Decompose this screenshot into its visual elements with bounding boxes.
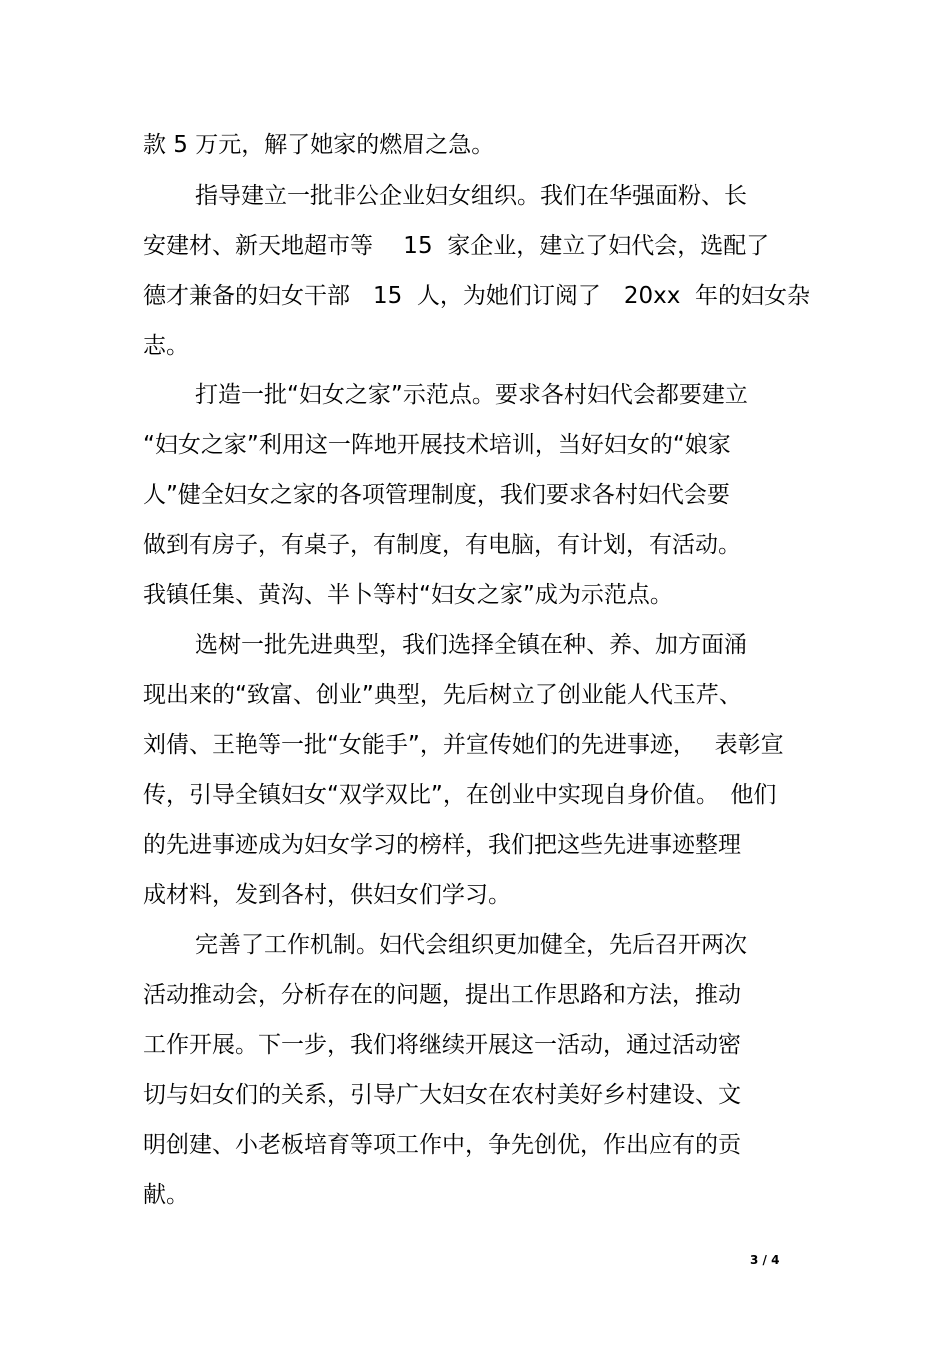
paragraph-start-line: 完善了工作机制。妇代会组织更加健全，先后召开两次 (195, 932, 747, 958)
body-line: 成材料，发到各村，供妇女们学习。 (143, 882, 511, 908)
body-line: 传，引导全镇妇女“双学双比”，在创业中实现自身价值。 他们 (143, 782, 777, 808)
body-line: “妇女之家”利用这一阵地开展技术培训，当好妇女的“娘家 (143, 432, 731, 458)
paragraph-start-line: 指导建立一批非公企业妇女组织。我们在华强面粉、长 (195, 183, 747, 209)
body-line: 工作开展。下一步，我们将继续开展这一活动，通过活动密 (143, 1032, 741, 1058)
body-line: 做到有房子，有桌子，有制度，有电脑，有计划，有活动。 (143, 532, 741, 558)
paragraph-start-line: 打造一批“妇女之家”示范点。要求各村妇代会都要建立 (195, 382, 748, 408)
body-line: 的先进事迹成为妇女学习的榜样，我们把这些先进事迹整理 (143, 832, 741, 858)
body-line: 志。 (143, 333, 189, 359)
page-number: 3 / 4 (750, 1253, 780, 1267)
body-line: 我镇任集、黄沟、半卜等村“妇女之家”成为示范点。 (143, 582, 673, 608)
body-line: 献。 (143, 1182, 189, 1208)
body-line: 现出来的“致富、创业”典型，先后树立了创业能人代玉芹、 (143, 682, 742, 708)
body-line: 安建材、新天地超市等 15 家企业，建立了妇代会，选配了 (143, 233, 770, 259)
paragraph-start-line: 选树一批先进典型，我们选择全镇在种、养、加方面涌 (195, 632, 747, 658)
body-line: 切与妇女们的关系，引导广大妇女在农村美好乡村建设、文 (143, 1082, 741, 1108)
body-line: 刘倩、王艳等一批“女能手”，并宣传她们的先进事迹， 表彰宣 (143, 732, 784, 758)
body-line: 德才兼备的妇女干部 15 人，为她们订阅了 20xx 年的妇女杂 (143, 283, 810, 309)
body-line: 款 5 万元，解了她家的燃眉之急。 (143, 132, 495, 158)
body-line: 明创建、小老板培育等项工作中，争先创优，作出应有的贡 (143, 1132, 741, 1158)
body-line: 人”健全妇女之家的各项管理制度，我们要求各村妇代会要 (143, 482, 730, 508)
body-line: 活动推动会，分析存在的问题，提出工作思路和方法，推动 (143, 982, 741, 1008)
